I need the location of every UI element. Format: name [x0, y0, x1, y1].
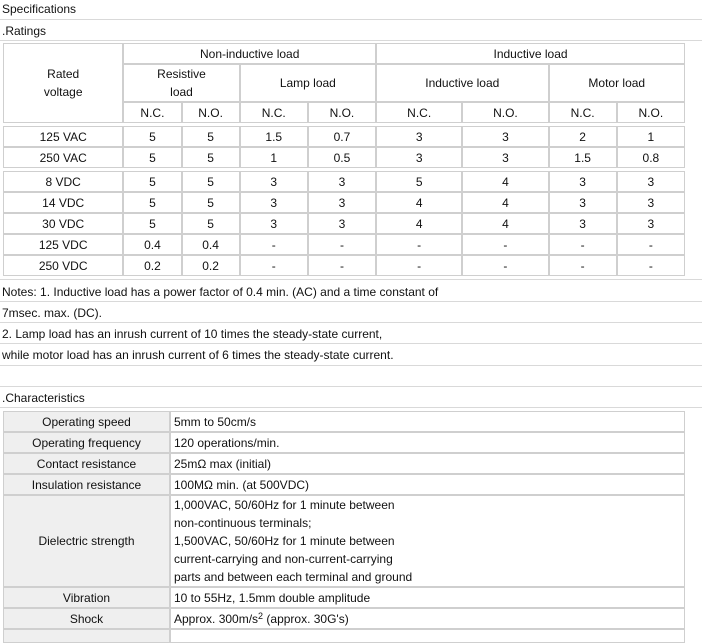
table-row — [3, 126, 685, 147]
empty-cell — [3, 629, 170, 643]
table-row — [3, 608, 685, 629]
value-cell: 0.4 — [123, 234, 181, 255]
no-label: N.O. — [462, 102, 548, 123]
divider — [0, 386, 702, 387]
divider — [0, 279, 702, 280]
value-cell: 4 — [462, 192, 548, 213]
divider — [0, 40, 702, 41]
value-cell: 0.5 — [308, 147, 376, 168]
value-cell: 1 — [617, 126, 685, 147]
value-cell: 5 — [123, 213, 181, 234]
value-cell: - — [308, 234, 376, 255]
value-cell: 3 — [617, 213, 685, 234]
inductive-sub-header: Inductive load — [376, 64, 549, 102]
operating-speed-value: 5mm to 50cm/s — [170, 411, 685, 432]
contact-resistance-label: Contact resistance — [3, 453, 170, 474]
inductive-header: Inductive load — [376, 43, 685, 64]
nc-label: N.C. — [549, 102, 617, 123]
voltage-cell: 8 VDC — [3, 171, 123, 192]
shock-label: Shock — [3, 608, 170, 629]
table-row — [3, 255, 685, 276]
value-cell: 0.2 — [123, 255, 181, 276]
dielectric-strength-label: Dielectric strength — [3, 495, 170, 587]
shock-value-prefix: Approx. 300m/s — [174, 611, 259, 626]
note-line-4: while motor load has an inrush current of 6 times the steady-state current. — [2, 348, 394, 362]
value-cell: 0.7 — [308, 126, 376, 147]
voltage-cell: 125 VAC — [3, 126, 123, 147]
ratings-heading: .Ratings — [2, 24, 47, 38]
value-cell: 3 — [549, 213, 617, 234]
insulation-resistance-label: Insulation resistance — [3, 474, 170, 495]
value-cell: 5 — [123, 171, 181, 192]
dielectric-line: non-continuous terminals; — [174, 516, 312, 530]
value-cell: 0.2 — [182, 255, 240, 276]
dielectric-line: 1,000VAC, 50/60Hz for 1 minute between — [174, 498, 395, 512]
table-row — [3, 587, 685, 608]
characteristics-table — [3, 411, 685, 643]
shock-value-suffix: (approx. 30G's) — [263, 611, 349, 626]
value-cell: 0.8 — [617, 147, 685, 168]
value-cell: - — [240, 255, 308, 276]
value-cell: 5 — [182, 126, 240, 147]
value-cell: - — [549, 234, 617, 255]
value-cell: - — [376, 255, 462, 276]
shock-value-exponent: 2 — [258, 610, 264, 621]
lamp-header: Lamp load — [240, 64, 376, 102]
divider — [0, 322, 702, 323]
nc-label: N.C. — [376, 102, 462, 123]
value-cell: 3 — [308, 171, 376, 192]
ratings-table — [3, 43, 685, 276]
divider — [0, 407, 702, 408]
table-row — [3, 474, 685, 495]
table-row — [3, 192, 685, 213]
resistive-header: Resistive load — [123, 64, 239, 102]
value-cell: 2 — [549, 126, 617, 147]
insulation-resistance-value: 100MΩ min. (at 500VDC) — [170, 474, 685, 495]
voltage-cell: 250 VAC — [3, 147, 123, 168]
no-label: N.O. — [308, 102, 376, 123]
divider — [0, 301, 702, 302]
voltage-cell: 14 VDC — [3, 192, 123, 213]
table-row — [3, 147, 685, 168]
value-cell: - — [462, 255, 548, 276]
value-cell: 1 — [240, 147, 308, 168]
non-inductive-header: Non-inductive load — [123, 43, 376, 64]
operating-speed-label: Operating speed — [3, 411, 170, 432]
table-row — [3, 629, 685, 643]
note-line-2: 7msec. max. (DC). — [2, 306, 103, 320]
value-cell: 3 — [617, 171, 685, 192]
value-cell: 3 — [376, 147, 462, 168]
value-cell: - — [376, 234, 462, 255]
shock-value — [170, 608, 685, 629]
value-cell: - — [462, 234, 548, 255]
voltage-cell: 30 VDC — [3, 213, 123, 234]
specifications-heading: Specifications — [2, 2, 77, 16]
note-line-1: Notes: 1. Inductive load has a power factor of 0.4 min. (AC) and a time constant of — [2, 285, 439, 299]
dielectric-line: parts and between each terminal and ground — [174, 570, 413, 584]
dielectric-line: 1,500VAC, 50/60Hz for 1 minute between — [174, 534, 395, 548]
value-cell: 3 — [549, 192, 617, 213]
empty-cell — [170, 629, 685, 643]
nc-label: N.C. — [123, 102, 181, 123]
value-cell: 3 — [462, 147, 548, 168]
value-cell: - — [240, 234, 308, 255]
no-label: N.O. — [182, 102, 240, 123]
value-cell: 5 — [123, 147, 181, 168]
value-cell: 4 — [462, 171, 548, 192]
value-cell: 5 — [123, 192, 181, 213]
value-cell: 5 — [182, 147, 240, 168]
divider — [0, 365, 702, 366]
value-cell: 3 — [617, 192, 685, 213]
value-cell: 5 — [123, 126, 181, 147]
value-cell: 3 — [549, 171, 617, 192]
voltage-cell: 250 VDC — [3, 255, 123, 276]
value-cell: 3 — [240, 171, 308, 192]
characteristics-heading: .Characteristics — [2, 391, 85, 405]
table-row — [3, 495, 685, 587]
value-cell: 4 — [376, 192, 462, 213]
motor-header: Motor load — [549, 64, 685, 102]
table-row — [3, 171, 685, 192]
value-cell: 4 — [462, 213, 548, 234]
note-line-3: 2. Lamp load has an inrush current of 10 times the steady-state current, — [2, 327, 383, 341]
vibration-label: Vibration — [3, 587, 170, 608]
value-cell: 0.4 — [182, 234, 240, 255]
value-cell: 3 — [462, 126, 548, 147]
value-cell: 3 — [308, 192, 376, 213]
value-cell: 3 — [308, 213, 376, 234]
divider — [0, 343, 702, 344]
table-row — [3, 213, 685, 234]
no-label: N.O. — [617, 102, 685, 123]
value-cell: 3 — [240, 213, 308, 234]
table-row — [3, 453, 685, 474]
vibration-value: 10 to 55Hz, 1.5mm double amplitude — [170, 587, 685, 608]
value-cell: 5 — [182, 192, 240, 213]
value-cell: 4 — [376, 213, 462, 234]
value-cell: 3 — [240, 192, 308, 213]
value-cell: - — [549, 255, 617, 276]
dielectric-line: current-carrying and non-current-carrying — [174, 552, 393, 566]
divider — [0, 19, 702, 20]
dielectric-strength-value — [170, 495, 685, 587]
value-cell: - — [308, 255, 376, 276]
value-cell: - — [617, 234, 685, 255]
contact-resistance-value: 25mΩ max (initial) — [170, 453, 685, 474]
table-row — [3, 432, 685, 453]
value-cell: 5 — [182, 171, 240, 192]
value-cell: 5 — [376, 171, 462, 192]
operating-frequency-value: 120 operations/min. — [170, 432, 685, 453]
table-row — [3, 234, 685, 255]
nc-label: N.C. — [240, 102, 308, 123]
value-cell: - — [617, 255, 685, 276]
rated-voltage-header: Rated voltage — [3, 43, 123, 123]
value-cell: 1.5 — [549, 147, 617, 168]
value-cell: 3 — [376, 126, 462, 147]
value-cell: 5 — [182, 213, 240, 234]
operating-frequency-label: Operating frequency — [3, 432, 170, 453]
table-row — [3, 411, 685, 432]
voltage-cell: 125 VDC — [3, 234, 123, 255]
value-cell: 1.5 — [240, 126, 308, 147]
